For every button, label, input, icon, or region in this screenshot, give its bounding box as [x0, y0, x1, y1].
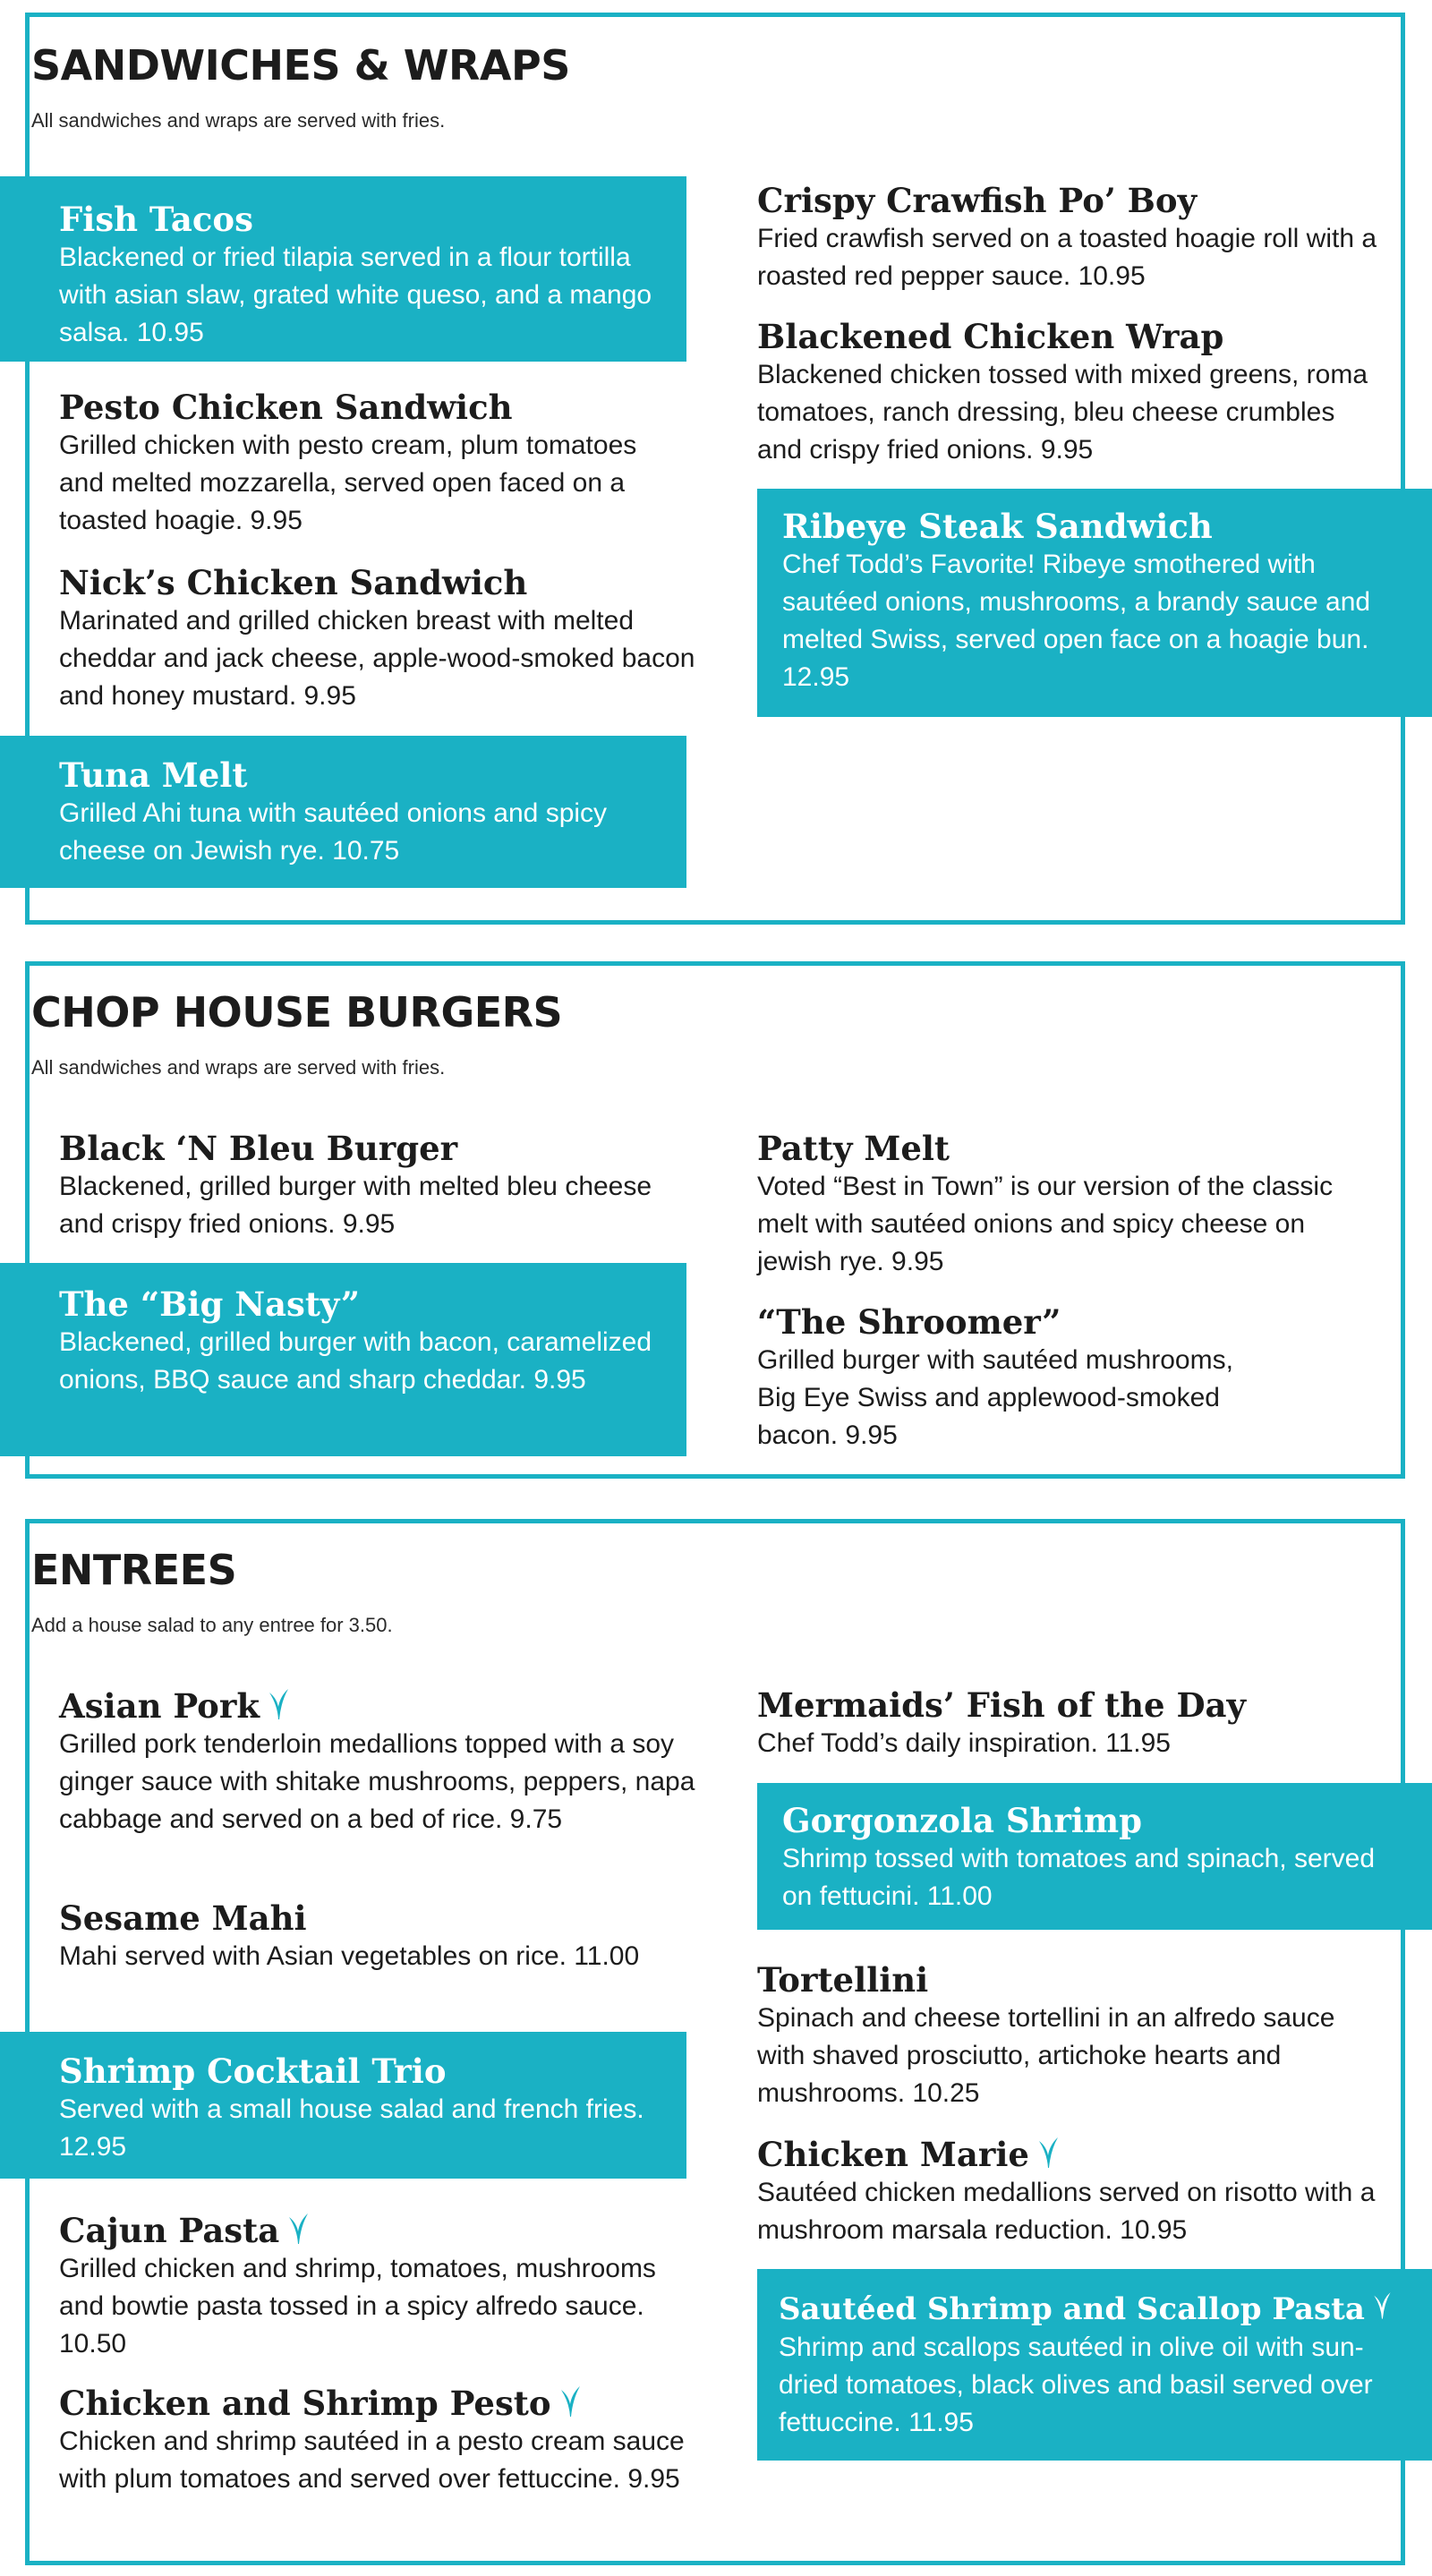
menu-item [757, 1129, 1366, 1281]
item-name: Crispy Crawfish Po’ Boy [757, 181, 1198, 220]
item-name: Tuna Melt [59, 755, 248, 795]
item-name: Blackened Chicken Wrap [757, 317, 1224, 356]
item-description: Grilled chicken with pesto cream, plum tomatoes and melted mozzarella, served open faced on a toasted hoagie. 9.95 [59, 431, 637, 535]
menu-item [59, 1898, 686, 1975]
menu-item [757, 2269, 1432, 2461]
menu-item [0, 2032, 686, 2179]
menu-item [59, 1129, 686, 1243]
item-description: Served with a small house salad and french fries. 12.95 [59, 2094, 644, 2162]
item-name: Nick’s Chicken Sandwich [59, 563, 528, 602]
item-name: Gorgonzola Shrimp [782, 1801, 1143, 1840]
item-name: Cajun Pasta [59, 2211, 280, 2250]
menu-item [59, 1685, 703, 1838]
item-description: Voted “Best in Town” is our version of the classic melt with sautéed onions and spicy cheese on jewish rye. 9.95 [757, 1172, 1334, 1276]
item-name: Black ‘N Bleu Burger [59, 1129, 458, 1168]
leaf-icon [1370, 2287, 1394, 2323]
menu-item [757, 317, 1384, 469]
menu-item [757, 489, 1432, 717]
item-name: Pesto Chicken Sandwich [59, 388, 513, 427]
item-description: Grilled burger with sautéed mushrooms, Big Eye Swiss and applewood-smoked bacon. 9.95 [757, 1345, 1233, 1450]
item-description: Blackened chicken tossed with mixed greens, roma tomatoes, ranch dressing, bleu cheese crumbles and crispy fried onions. 9.95 [757, 360, 1368, 465]
item-name: Tortellini [757, 1960, 929, 2000]
item-description: Mahi served with Asian vegetables on rice. 11.00 [59, 1941, 640, 1971]
section-note: Add a house salad to any entree for 3.50. [31, 1614, 393, 1636]
item-name: Chicken Marie [757, 2135, 1029, 2174]
item-name: Ribeye Steak Sandwich [782, 507, 1213, 546]
menu-item [0, 1263, 686, 1456]
item-name: Sautéed Shrimp and Scallop Pasta [779, 2291, 1365, 2327]
item-description: Sautéed chicken medallions served on risotto with a mushroom marsala reduction. 10.95 [757, 2178, 1376, 2245]
item-description: Chef Todd’s Favorite! Ribeye smothered with sautéed onions, mushrooms, a brandy sauce and melted Swiss, served open face on a hoagie bun. 12.95 [782, 550, 1371, 692]
item-description: Shrimp tossed with tomatoes and spinach, served on fettucini. 11.00 [782, 1844, 1376, 1911]
item-description: Shrimp and scallops sautéed in olive oil with sun-dried tomatoes, black olives and basil served over fettuccine. 11.95 [779, 2333, 1373, 2437]
menu-item [59, 2383, 703, 2498]
item-name: Fish Tacos [59, 200, 253, 239]
item-description: Grilled pork tenderloin medallions topped with a soy ginger sauce with shitake mushrooms, peppers, napa cabbage and served on a bed of rice. 9.75 [59, 1729, 695, 1834]
menu-item [757, 181, 1384, 295]
menu-item [59, 563, 703, 715]
item-description: Chicken and shrimp sautéed in a pesto cream sauce with plum tomatoes and served over fettuccine. 9.95 [59, 2427, 685, 2494]
section-title: SANDWICHES & WRAPS [31, 41, 570, 90]
item-name: Shrimp Cocktail Trio [59, 2051, 447, 2091]
leaf-icon [285, 2210, 311, 2246]
item-description: Grilled chicken and shrimp, tomatoes, mushrooms and bowtie pasta tossed in a spicy alfredo sauce. 10.50 [59, 2254, 656, 2358]
item-name: Chicken and Shrimp Pesto [59, 2384, 551, 2423]
item-description: Blackened, grilled burger with melted bleu cheese and crispy fried onions. 9.95 [59, 1172, 652, 1239]
menu-item [59, 2210, 703, 2363]
menu-item [0, 176, 686, 362]
item-name: Mermaids’ Fish of the Day [757, 1685, 1247, 1725]
item-description: Chef Todd’s daily inspiration. 11.95 [757, 1728, 1171, 1758]
item-description: Blackened, grilled burger with bacon, caramelized onions, BBQ sauce and sharp cheddar. 9.95 [59, 1327, 652, 1395]
leaf-icon [265, 1685, 292, 1721]
item-name: Asian Pork [59, 1686, 260, 1726]
item-name: Sesame Mahi [59, 1898, 307, 1938]
menu-item [757, 1783, 1432, 1930]
item-description: Marinated and grilled chicken breast with melted cheddar and jack cheese, apple-wood-smoked bacon and honey mustard. 9.95 [59, 606, 695, 711]
menu-item [757, 1302, 1258, 1454]
section-note: All sandwiches and wraps are served with fries. [31, 109, 446, 132]
item-name: Patty Melt [757, 1129, 950, 1168]
item-description: Blackened or fried tilapia served in a flour tortilla with asian slaw, grated white queso, and a mango salsa. 10.95 [59, 243, 652, 347]
menu-item [59, 388, 686, 540]
item-name: The “Big Nasty” [59, 1284, 361, 1324]
section-note: All sandwiches and wraps are served with fries. [31, 1056, 446, 1079]
menu-item [757, 2134, 1384, 2249]
section-title: CHOP HOUSE BURGERS [31, 988, 563, 1036]
leaf-icon [1035, 2134, 1061, 2170]
section-title: ENTREES [31, 1546, 237, 1594]
item-description: Spinach and cheese tortellini in an alfredo sauce with shaved prosciutto, artichoke hearts and mushrooms. 10.25 [757, 2003, 1335, 2108]
item-description: Fried crawfish served on a toasted hoagie roll with a roasted red pepper sauce. 10.95 [757, 224, 1377, 291]
menu-item [757, 1960, 1384, 2112]
leaf-icon [557, 2383, 584, 2418]
item-name: “The Shroomer” [757, 1302, 1061, 1342]
menu-item [0, 736, 686, 888]
menu-item [757, 1685, 1384, 1762]
item-description: Grilled Ahi tuna with sautéed onions and spicy cheese on Jewish rye. 10.75 [59, 798, 608, 866]
